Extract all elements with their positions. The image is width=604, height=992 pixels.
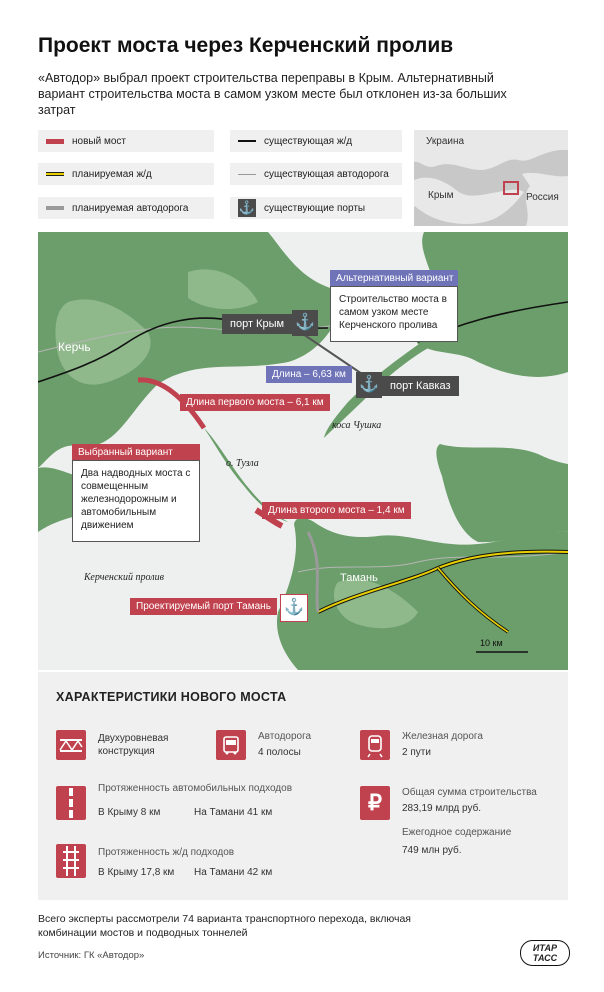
features-panel (38, 672, 568, 900)
road-value: 4 полосы (258, 747, 301, 758)
inset-label-crimea: Крым (428, 190, 454, 201)
chosen-variant-label: Выбранный вариант (78, 447, 173, 458)
two-level-text: Двухуровневая конструкция (98, 733, 169, 757)
footer-note: Всего эксперты рассмотрели 74 варианта транспортного перехода, включая комбинации мостов и подводных тоннелей (38, 913, 411, 939)
rail-approach-crimea: В Крыму 17,8 км (98, 867, 175, 878)
legend-label: существующая автодорога (264, 168, 389, 180)
first-bridge-label: Длина первого моста – 6,1 км (186, 397, 324, 408)
planned-road-swatch (46, 206, 64, 210)
two-level-icon (56, 730, 86, 760)
alt-variant-label: Альтернативный вариант (336, 273, 454, 284)
anchor-icon: ⚓ (280, 594, 308, 622)
taman-port-tag (130, 598, 277, 615)
chosen-variant-tag (72, 444, 200, 461)
source-note: Источник: ГК «Автодор» (38, 950, 145, 961)
taman-label: Тамань (340, 572, 378, 584)
upkeep-value: 749 млн руб. (402, 845, 462, 856)
road-approach-taman: На Тамани 41 км (194, 807, 273, 818)
rail-value: 2 пути (402, 747, 431, 758)
upkeep-label: Ежегодное содержание (402, 827, 512, 838)
legend-existing-rail (230, 130, 402, 152)
legend-new-bridge (38, 130, 214, 152)
existing-road-swatch (238, 174, 256, 175)
scale-label: 10 км (480, 638, 503, 648)
ruble-icon: ₽ (360, 786, 390, 820)
page-title: Проект моста через Керченский пролив (38, 34, 454, 57)
legend-existing-ports (230, 197, 402, 219)
first-bridge-tag (180, 394, 330, 411)
legend-planned-road (38, 197, 214, 219)
alt-length-tag (266, 366, 352, 383)
road-approach-label: Протяженность автомобильных подходов (98, 783, 293, 794)
port-kavkaz-tag (382, 376, 459, 396)
inset-label-russia: Россия (526, 192, 559, 203)
alt-variant-callout (330, 286, 458, 342)
anchor-icon: ⚓ (292, 310, 318, 336)
kerch-label: Керчь (58, 340, 91, 354)
alt-length-label: Длина – 6,63 км (272, 369, 346, 380)
legend-existing-road (230, 163, 402, 185)
logo-text: ИТАР ТАСС (532, 943, 558, 963)
page-subtitle: «Автодор» выбрал проект строительства переправы в Крым. Альтернативный вариант строительства моста в самом узком месте был отклонен из-за больших затрат (38, 71, 507, 117)
legend-label: существующая ж/д (264, 135, 353, 147)
tuzla-label: о. Тузла (226, 458, 259, 469)
cost-value: 283,19 млрд руб. (402, 803, 482, 814)
chosen-variant-text: Два надводных моста с совмещенным железнодорожным и автомобильным движением (81, 468, 191, 531)
legend-label: новый мост (72, 135, 126, 147)
strait-label: Керченский пролив (84, 572, 164, 583)
alt-variant-text: Строительство моста в самом узком месте Керченского пролива (339, 294, 447, 331)
rail-approach-taman: На Тамани 42 км (194, 867, 273, 878)
inset-label-ukraine: Украина (426, 136, 465, 147)
rail-approach-icon (56, 844, 86, 878)
chosen-variant-callout (72, 460, 200, 542)
planned-rail-swatch (46, 172, 64, 176)
cost-label: Общая сумма строительства (402, 787, 537, 798)
train-icon (360, 730, 390, 760)
features-heading: ХАРАКТЕРИСТИКИ НОВОГО МОСТА (56, 690, 287, 704)
rail-label: Железная дорога (402, 731, 483, 742)
new-bridge-swatch (46, 139, 64, 144)
legend-label: планируемая ж/д (72, 168, 152, 180)
second-bridge-label: Длина второго моста – 1,4 км (268, 505, 405, 516)
port-crimea-label: порт Крым (230, 318, 285, 330)
legend-label: существующие порты (264, 202, 366, 214)
inset-map (414, 130, 568, 226)
port-kavkaz-label: порт Кавказ (390, 380, 451, 392)
legend-planned-rail (38, 163, 214, 185)
spit-label: коса Чушка (332, 420, 382, 431)
second-bridge-tag (262, 502, 411, 519)
itar-tass-logo (520, 940, 570, 966)
strait-map (38, 232, 568, 670)
anchor-icon: ⚓ (356, 372, 382, 398)
road-approach-icon (56, 786, 86, 820)
anchor-icon: ⚓ (238, 200, 256, 215)
existing-rail-swatch (238, 140, 256, 142)
port-crimea-tag (222, 314, 292, 334)
bus-icon (216, 730, 246, 760)
road-label: Автодорога (258, 731, 312, 742)
road-approach-crimea: В Крыму 8 км (98, 807, 161, 818)
rail-approach-label: Протяженность ж/д подходов (98, 847, 235, 858)
alt-variant-tag (330, 270, 458, 287)
taman-port-label: Проектируемый порт Тамань (136, 601, 271, 612)
legend-label: планируемая автодорога (72, 202, 189, 214)
